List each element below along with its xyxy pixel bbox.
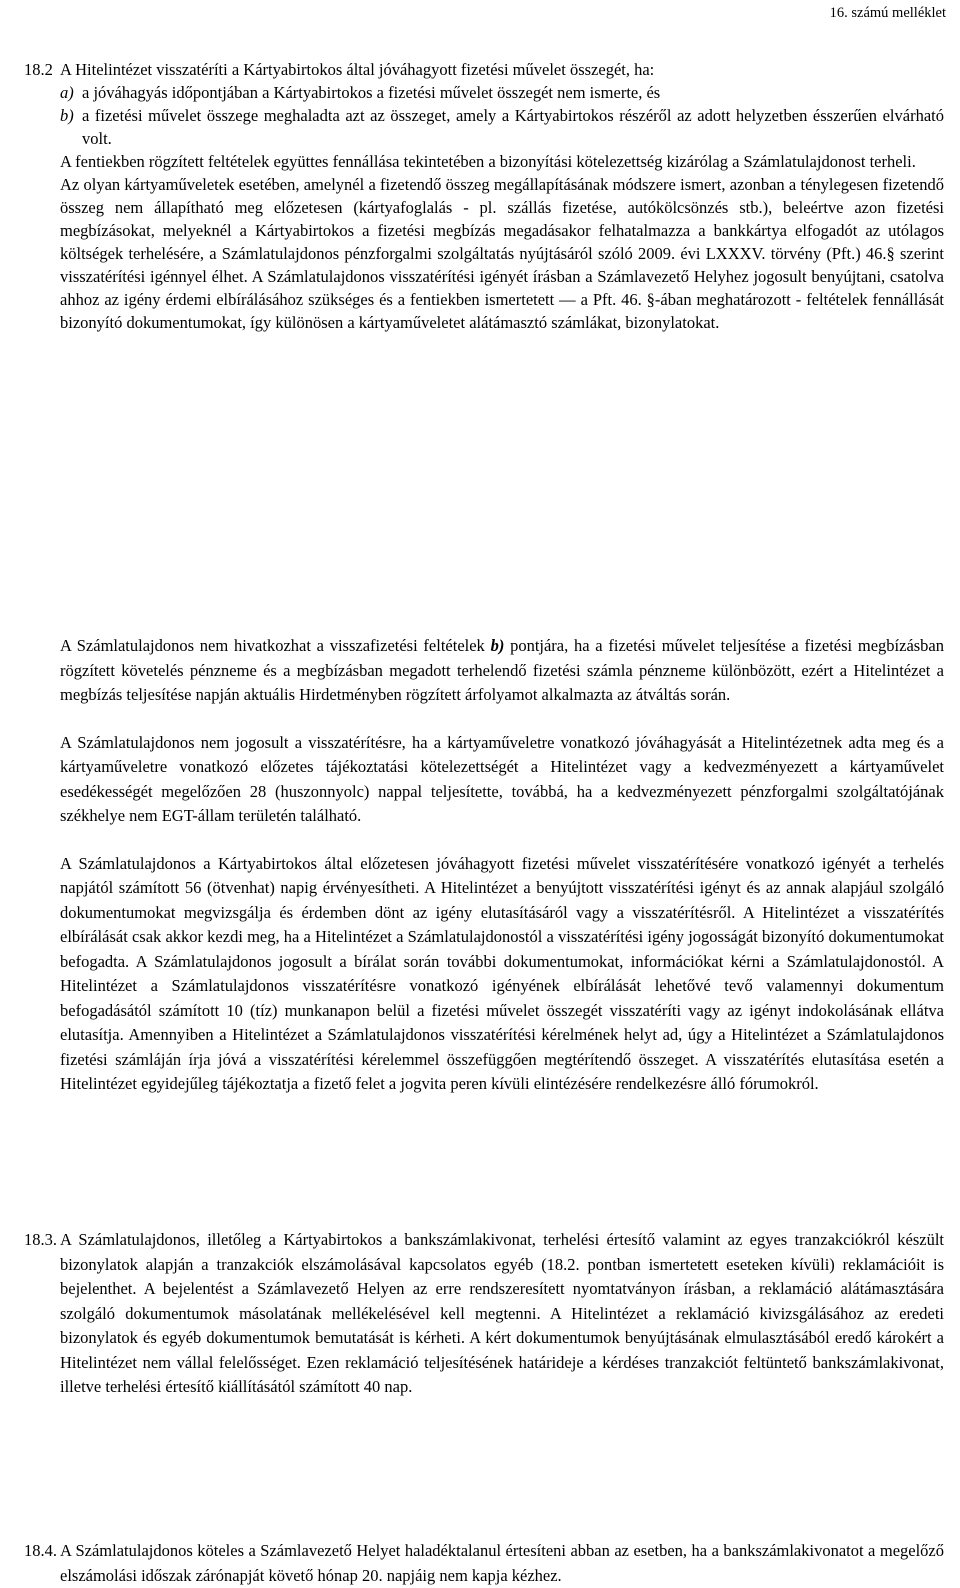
paragraph-56-days: A Számlatulajdonos a Kártyabirtokos által előzetesen jóváhagyott fizetési művelet visszatérítésére vonatkozó igényét a terhelés napjától számított 56 (ötvenhat) napig érvényesítheti. A Hitelintézet a benyújtott visszatérítési igényt és az annak alapjául szolgáló dokumentumokat megvizsgálja és érdemben dönt az igény elutasításáról vagy a visszatérítésről. A Hitelintézet a visszatérítés elbírálását csak akkor kezdi meg, ha a Hitelintézet a Számlatulajdonostól a visszatérítési igény jogosságát bizonyító dokumentumokat befogadta. A Számlatulajdonos jogosult a bírálat során további dokumentumokat, információkat kérni a Számlatulajdonostól. A Hitelintézet a Számlatulajdonos visszatérítésre vonatkozó igényének elbírálását lehetővé tevő valamennyi dokumentum befogadásától számított 10 (tíz) munkanapon belül a fizetési művelet összegét visszatéríti vagy az igényt indokolásának ellátva elutasítja. Amennyiben a Hitelintézet a Számlatulajdonos visszatérítési kérelmének helyt ad, úgy a Hitelintézet a Számlatulajdonos fizetési számláján írja jóvá a visszatérítési kérelemmel összefüggően megtérítendő összeget. A visszatérítés elutasítása esetén a Hitelintézet egyidejűleg tájékoztatja a fizető felet a jogvita peren kívüli elintézésére rendelkezésre álló fórumokról. — [60, 853, 944, 1093]
section-number: 18.4. — [24, 1541, 57, 1560]
paragraph-currency-exception: A Számlatulajdonos nem hivatkozhat a visszafizetési feltételek b) pontjára, ha a fizetési művelet teljesítése a fizetési megbízásban rögzített követelés pénzneme és a megbízásban megadott terhelendő fizetési számla pénzneme különbözött, ezért a Hitelintézet a megbízás teljesítése napján aktuális Hirdetményben rögzített árfolyamot alkalmazta az átváltás során. — [60, 636, 945, 704]
section-18-2 — [24, 58, 944, 334]
list-text: a jóváhagyás időpontjában a Kártyabirtokos a fizetési művelet összegét nem ismerte, és — [82, 83, 661, 102]
section-intro: A Hitelintézet visszatéríti a Kártyabirtokos által jóváhagyott fizetési művelet összegét, ha: — [60, 60, 655, 79]
paragraph-burden-of-proof: A fentiekben rögzített feltételek együttes fennállása tekintetében a bizonyítási kötelezettség kizárólag a Számlatulajdonost terheli. — [60, 152, 916, 171]
section-number: 18.3. — [24, 1230, 57, 1249]
paragraph-not-entitled: A Számlatulajdonos nem jogosult a visszatérítésre, ha a kártyaműveletre vonatkozó jóváhagyását a Hitelintézetnek adta meg és a kártyaműveletre vonatkozó előzetes tájékoztatási kötelezettségét a Hitelintézet vagy a kedvezményezett a kártyaművelet esedékességét megelőzően 28 (huszonnyolc) nappal teljesítette, továbbá, ha a kedvezményezett pénzforgalmi szolgáltatójának székhelye nem EGT-állam területén található. — [60, 732, 944, 825]
list-item-a — [60, 81, 944, 104]
list-text: a fizetési művelet összege meghaladta azt az összeget, amely a Kártyabirtokos részéről az adott helyzetben ésszerűen elvárható volt. — [82, 106, 944, 148]
section-18-2-cont — [24, 634, 944, 1097]
section-18-3 — [24, 1228, 944, 1400]
section-number: 18.2 — [24, 60, 53, 79]
section-text: A Számlatulajdonos köteles a Számlavezető Helyet haladéktalanul értesíteni abban az esetben, ha a bankszámlakivonatot a megelőző elszámolási időszak zárónapját követő hónap 20. napjáig nem kapja kézhez. — [60, 1541, 944, 1585]
list-marker: a) — [60, 83, 74, 102]
section-18-4 — [24, 1539, 944, 1588]
list-item-b — [60, 104, 944, 150]
paragraph-card-operations: Az olyan kártyaműveletek esetében, amelynél a fizetendő összeg megállapításának módszere ismert, azonban a ténylegesen fizetendő összeg nem állapítható meg előzetesen (kártyafoglalás - pl. szállás fizetése, autókölcsönzés stb.), beleértve azon fizetési megbízásokat, melyeknél a Kártyabirtokos a fizetési megbízás megadásakor felhatalmazza a bankkártya elfogadót az utólagos költségek terhelésére, a Számlatulajdonos pénzforgalmi szolgáltatás nyújtásáról szóló 2009. évi LXXXV. törvény (Pft.) 46.§ szerint visszatérítési igénnyel élhet. A Számlatulajdonos visszatérítési igényét írásban a Számlavezető Helyhez jogosult benyújtani, csatolva ahhoz az igény érdemi elbírálásához szükséges és a fentiekben ismertetett — a Pft. 46. §-ában meghatározott - feltételek fennállását bizonyító dokumentumokat, így különösen a kártyaműveletet alátámasztó számlákat, bizonylatokat. — [60, 175, 944, 332]
reference-b: b) — [490, 636, 505, 655]
section-text: A Számlatulajdonos, illetőleg a Kártyabirtokos a bankszámlakivonat, terhelési értesítő valamint az egyes tranzakciókról készült bizonylatok alapján a tranzakciók elszámolásával kapcsolatos egyéb (18.2. pontban ismertetett eseteken kívüli) reklamációit is bejelenthet. A bejelentést a Számlavezető Helyen az erre rendszeresített nyomtatványon írásban, a reklamáció alátámasztására szolgáló dokumentumok másolatának mellékelésével kell megtenni. A Hitelintézet a reklamáció kivizsgálásához az eredeti bizonylatok és egyéb dokumentumok bemutatását is kérheti. A kért dokumentumok benyújtásának elmulasztásából eredő károkért a Hitelintézet nem vállal felelősséget. Ezen reklamáció teljesítésének határideje a kérdéses tranzakciót feltüntető bankszámlakivonat, illetve terhelési értesítő kiállításától számított 40 nap. — [60, 1230, 944, 1396]
appendix-label: 16. számú melléklet — [829, 5, 946, 21]
list-marker: b) — [60, 106, 74, 125]
